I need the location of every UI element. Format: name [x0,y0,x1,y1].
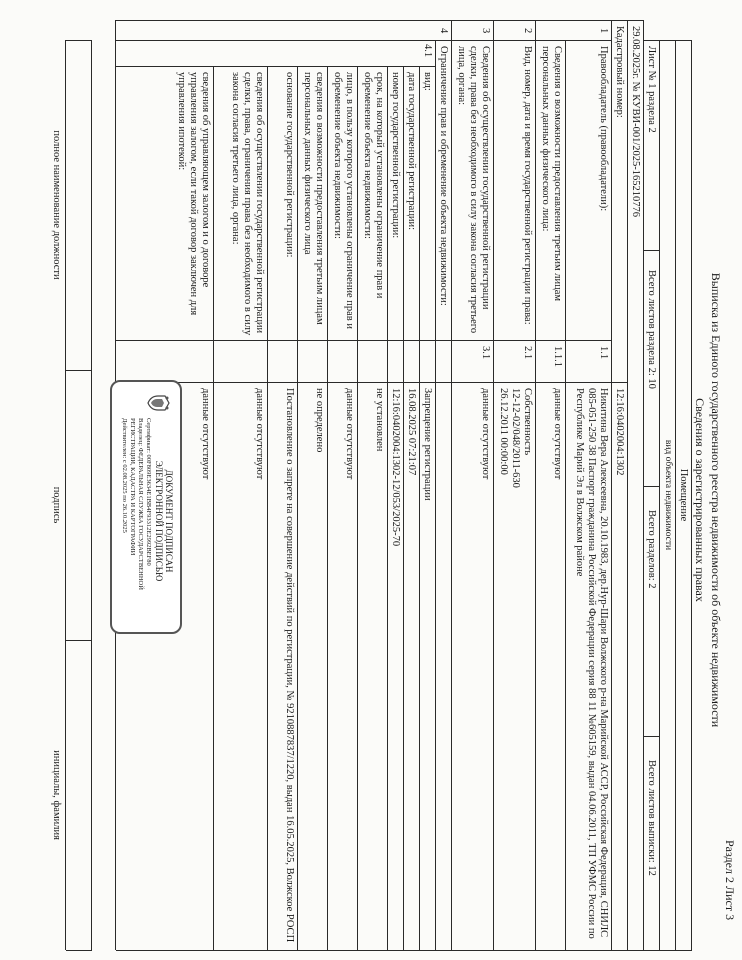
date-number: 29.08.2025г. № КУВИ-001/2025-165210776 [630,26,641,217]
r41-kind-value: Запрещение регистрации [422,388,433,501]
row-4-number: 4 [438,28,449,34]
total-sheets: Всего листов выписки: 12 [646,760,657,876]
row-1-1-label: Сведения о возможности предоставления третьим лицам персональных данных физического лица: [540,46,563,302]
r41-reg-number-value: 12:16:0402004:1302-12/053/2025-70 [390,388,401,547]
row-3-value: данные отсутствуют [480,388,491,480]
cadastral-value: 12:16:0402004:1302 [614,388,625,476]
position-label: полное наименование должности [51,130,62,280]
r41-term-value: не установлен [374,388,385,452]
stamp-line-2: ЭЛЕКТРОННОЙ ПОДПИСЬЮ [154,460,164,582]
signature-label: подпись [51,486,62,524]
sheet-number: Лист № 1 раздела 2 [646,46,657,133]
r41-personal-data-label: сведения о возможности предоставления третьим лицам персональных данных физического лица [302,72,325,325]
cadastral-label: Кадастровый номер: [614,26,625,118]
r41-beneficiary-value: данные отсутствуют [344,388,355,480]
r41-personal-data-value: не определено [314,388,325,453]
stamp-certificate: Сертификат: 00F809E3634E1BB4F93312E2992BEF80 [145,418,152,566]
row-1-number: 1 [598,28,609,34]
row-3-number: 3 [480,28,491,34]
row-2-label: Вид, номер, дата и время государственной регистрации права: [522,46,533,325]
row-2-number: 2 [522,28,533,34]
document-title: Выписка из Единого государственного реестра недвижимости об объекте недвижимости [709,272,723,728]
row-2-value-number: 12-12-02/048/2011-630 [510,388,521,488]
r41-deal-value: данные отсутствуют [254,388,265,480]
row-4-1-number: 4.1 [422,44,433,58]
r41-beneficiary-label: лицо, в пользу которого установлены ограничение прав и обременение объекта недвижимости: [332,72,355,329]
row-1-label: Правообладатель (правообладатели): [598,46,609,212]
r41-pledge-label: сведения об управляющем залогом и о договоре управления залогом, если такой договор заключен для управления ипотекой: [176,72,211,316]
stamp-owner: Владелец: ФЕДЕРАЛЬНАЯ СЛУЖБА ГОСУДАРСТВЕННОЙ [137,418,144,590]
r41-reg-date-value: 16.08.2025 07:21:07 [406,388,417,476]
sheets-in-section: Всего листов раздела 2: 10 [646,270,657,389]
r41-deal-label: сведения об осуществлении государственной регистрации сделки, права, ограничения права без необходимого в силу закона согласия третьего лица, органа: [230,72,265,336]
row-1-value: Никитина Вера Алексеевна, 20.10.1983, дер.Нур-Шари Волжского р-на Марийской АССР, Российская Федерация, СНИЛС 085-051-250 38 Паспорт гражданина Российской Федерации серия 88 11 №605159, выдан 04.06.2011, ТП УФМС России по Республике Марий Эл в Волжском районе [574,388,609,939]
document-subtitle: Сведения о зарегистрированных правах [693,398,707,602]
stamp-owner-cont: РЕГИСТРАЦИИ, КАДАСТРА И КАРТОГРАФИИ [129,418,136,556]
r41-basis-value: Постановление о запрете на совершение действий по регистрации, № 9210887837/1220, выдан 16.05.2025, Волжское РОСП [284,388,295,943]
r41-reg-number-label: номер государственной регистрации: [390,72,401,239]
page-mark: Раздел 2 Лист 3 [723,840,737,921]
r41-kind-label: вид: [422,72,433,91]
r41-term-label: срок, на который установлены ограничение прав и обременение объекта недвижимости: [362,72,385,299]
row-2-sub: 2.1 [522,346,533,360]
row-2-value-kind: Собственность [522,388,533,456]
row-1-1-sub: 1.1.1 [552,346,563,367]
stamp-validity: Действителен: с 02.08.2025 по 26.10.2025 [121,418,128,533]
row-3-label: Сведения об осуществлении государственной регистрации сделки, права без необходимого в силу закона согласия третьего лица, органа: [456,46,491,334]
coat-of-arms-icon [146,390,172,416]
stamp-line-1: ДОКУМЕНТ ПОДПИСАН [164,469,174,573]
row-4-label: Ограничение прав и обременение объекта недвижимости: [438,46,449,306]
initials-label: инициалы, фамилия [51,750,62,840]
row-1-sub: 1.1 [598,346,609,360]
r41-basis-label: основание государственной регистрации: [284,72,295,258]
object-kind: Помещение [678,468,689,522]
row-1-1-value: данные отсутствуют [552,388,563,480]
row-2-value-date: 26.12.2011 00:00:00 [498,388,509,475]
object-kind-label: вид объекта недвижимости [663,439,673,551]
total-sections: Всего разделов: 2 [646,510,657,589]
r41-pledge-value: данные отсутствуют [200,388,211,480]
row-3-sub: 3.1 [480,346,491,360]
r41-reg-date-label: дата государственной регистрации: [406,72,417,231]
e-signature-stamp [110,380,182,634]
